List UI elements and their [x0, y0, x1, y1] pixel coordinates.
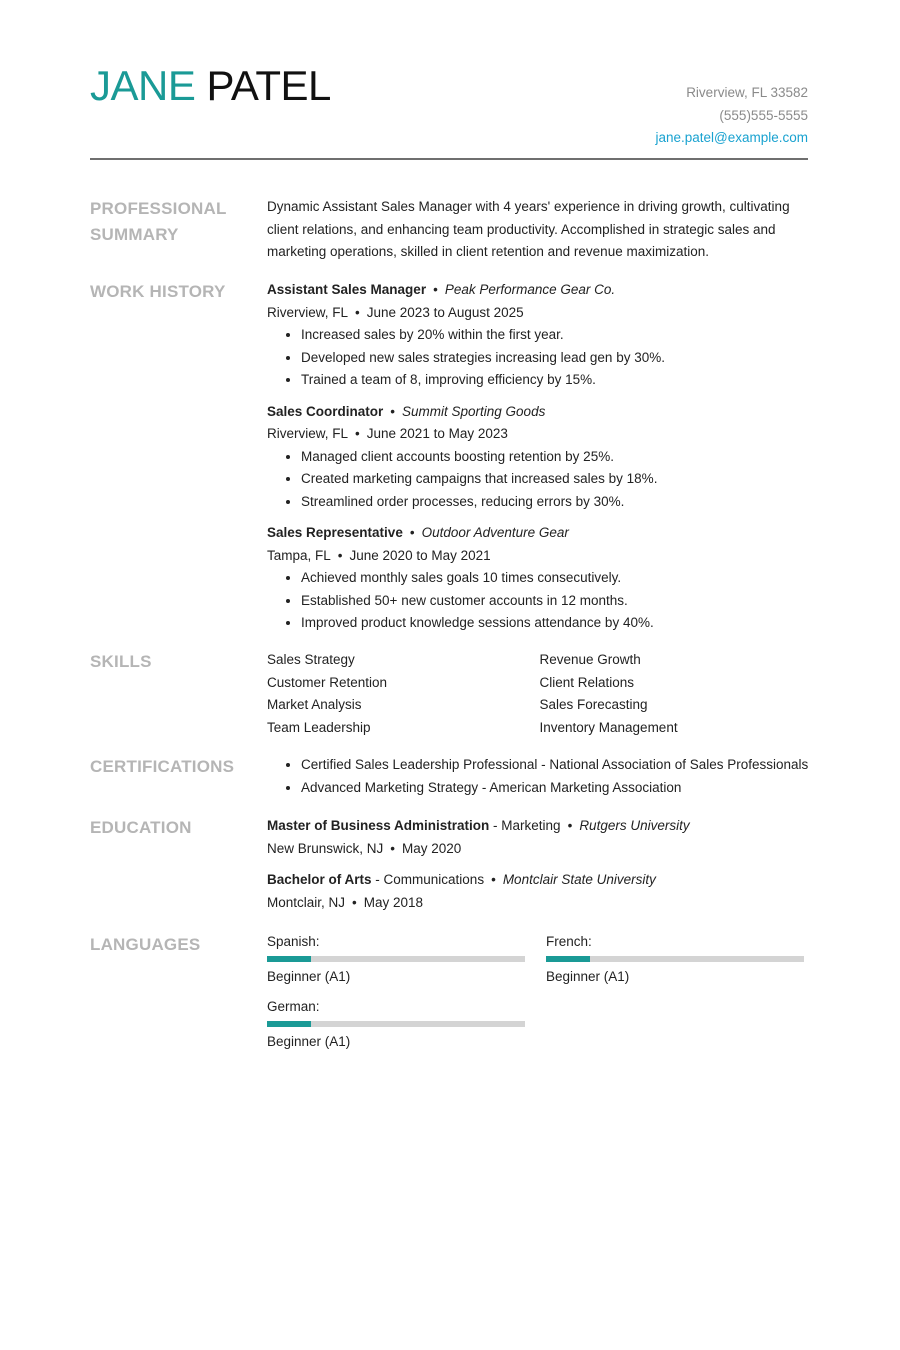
section-title-skills: SKILLS: [90, 652, 152, 671]
job-role: Sales Representative: [267, 525, 403, 540]
skills-column-left: [267, 649, 540, 739]
education-meta: [267, 838, 812, 861]
section-title-summary: [90, 196, 240, 248]
job-bullet: • Achieved monthly sales goals 10 times consecutively.: [301, 567, 812, 590]
job-location: Riverview, FL: [267, 304, 349, 320]
education-entry: [267, 815, 812, 860]
last-name: PATEL: [206, 62, 331, 109]
proficiency-level: Beginner (A1): [267, 969, 351, 984]
job-location: Riverview, FL: [267, 426, 349, 441]
skills-column-right: [540, 649, 813, 739]
skill-item: Customer Retention: [267, 674, 388, 690]
languages-body: [267, 932, 812, 1062]
proficiency-level: Beginner (A1): [546, 969, 630, 984]
section-title-certifications: CERTIFICATIONS: [90, 757, 235, 776]
section-title-line: PROFESSIONAL: [90, 199, 227, 218]
work-history-section: [90, 279, 808, 639]
summary-text: Dynamic Assistant Sales Manager with 4 years' experience in driving growth, cultivating client relations, and enhancing team productivity. Accomplished in strategic sales and marketing operations, skilled in client retention and revenue maximization.: [267, 199, 790, 259]
proficiency-fill: [267, 1021, 311, 1027]
certification-item: • Advanced Marketing Strategy - American Marketing Association: [301, 777, 827, 800]
language-entry: [267, 997, 525, 1054]
email-link[interactable]: jane.patel@example.com: [655, 130, 808, 145]
graduation-date: May 2018: [363, 894, 424, 910]
job-dates: June 2020 to May 2021: [349, 547, 491, 563]
separator-dot: •: [491, 872, 496, 887]
job-entry: [267, 279, 812, 392]
phone: (555)555-5555: [719, 107, 808, 123]
field: - Communications: [371, 872, 485, 887]
section-title-languages: LANGUAGES: [90, 935, 201, 954]
separator-dot: •: [409, 525, 415, 540]
section-title-work-history: WORK HISTORY: [90, 282, 226, 301]
education-entry: [267, 869, 812, 914]
job-role: Sales Coordinator: [267, 403, 384, 419]
job-meta: [267, 423, 812, 446]
job-bullet: • Increased sales by 20% within the first year.: [301, 324, 812, 347]
job-bullet: • Improved product knowledge sessions attendance by 40%.: [301, 612, 812, 635]
certification-list: [267, 754, 827, 799]
skill-item: Team Leadership: [267, 719, 371, 735]
job-location: Tampa, FL: [267, 547, 331, 563]
job-heading: [267, 401, 812, 424]
education-body: [267, 815, 812, 923]
address: Riverview, FL 33582: [686, 85, 808, 100]
work-history-body: [267, 279, 812, 644]
graduation-date: May 2020: [402, 840, 462, 856]
skill-item: Sales Strategy: [267, 652, 355, 667]
job-company: Peak Performance Gear Co.: [444, 282, 616, 297]
job-bullet: • Managed client accounts boosting retention by 25%.: [301, 446, 812, 469]
job-company: Summit Sporting Goods: [402, 403, 546, 419]
language-name: German:: [267, 999, 320, 1014]
section-title-line: SUMMARY: [90, 225, 179, 244]
job-bullets: [267, 324, 812, 392]
job-entry: [267, 401, 812, 514]
job-role: Assistant Sales Manager: [267, 282, 427, 297]
language-entry: [267, 932, 525, 989]
education-heading: [267, 869, 812, 892]
separator-dot: •: [355, 426, 360, 441]
school: Rutgers University: [579, 818, 690, 833]
school-location: New Brunswick, NJ: [267, 840, 384, 856]
job-bullet: • Created marketing campaigns that increased sales by 18%.: [301, 468, 812, 491]
skill-item: Sales Forecasting: [539, 697, 648, 712]
job-heading: [267, 522, 812, 545]
certifications-section: [90, 754, 808, 804]
job-bullet: • Established 50+ new customer accounts in 12 months.: [301, 590, 812, 613]
proficiency-fill: [267, 956, 311, 962]
skills-section: [90, 649, 808, 744]
separator-dot: •: [390, 403, 396, 419]
separator-dot: •: [352, 894, 357, 910]
skill-item: Inventory Management: [539, 719, 678, 735]
job-meta: [267, 545, 812, 568]
job-heading: [267, 279, 812, 302]
education-heading: [267, 815, 812, 838]
section-title-education: EDUCATION: [90, 818, 192, 837]
skills-grid: [267, 649, 812, 739]
skill-item: Client Relations: [539, 674, 635, 690]
separator-dot: •: [390, 840, 396, 856]
proficiency-bar: [546, 956, 804, 962]
job-company: Outdoor Adventure Gear: [421, 525, 569, 540]
contact-info: [655, 82, 808, 150]
proficiency-bar: [267, 956, 525, 962]
skill-item: Revenue Growth: [539, 652, 641, 667]
certifications-body: [267, 754, 827, 799]
job-bullets: [267, 446, 812, 514]
degree: Master of Business Administration: [267, 818, 490, 833]
job-dates: June 2023 to August 2025: [366, 304, 524, 320]
school: Montclair State University: [502, 872, 656, 887]
job-bullet: • Developed new sales strategies increasing lead gen by 30%.: [301, 347, 812, 370]
first-name: JANE: [90, 62, 196, 109]
language-name: Spanish:: [267, 934, 320, 949]
language-name: French:: [546, 934, 592, 949]
degree: Bachelor of Arts: [267, 872, 372, 887]
separator-dot: •: [567, 818, 573, 833]
job-bullets: [267, 567, 812, 635]
job-bullet: • Streamlined order processes, reducing errors by 30%.: [301, 491, 812, 514]
separator-dot: •: [433, 282, 438, 297]
education-section: [90, 815, 808, 920]
summary-section: [90, 196, 808, 266]
job-dates: June 2021 to May 2023: [366, 426, 508, 441]
school-location: Montclair, NJ: [267, 894, 346, 910]
header-divider: [90, 158, 808, 160]
skill-item: Market Analysis: [267, 697, 362, 712]
job-bullet: • Trained a team of 8, improving efficiency by 15%.: [301, 369, 812, 392]
certification-item: • Certified Sales Leadership Professional - National Association of Sales Professionals: [301, 754, 827, 777]
languages-section: [90, 932, 808, 1062]
proficiency-bar: [267, 1021, 525, 1027]
proficiency-level: Beginner (A1): [267, 1034, 351, 1049]
job-entry: [267, 522, 812, 635]
field: - Marketing: [489, 818, 561, 833]
candidate-name: [90, 62, 331, 110]
proficiency-fill: [546, 956, 590, 962]
separator-dot: •: [355, 304, 360, 320]
education-meta: [267, 892, 812, 915]
job-meta: [267, 302, 812, 325]
language-entry: [546, 932, 804, 989]
separator-dot: •: [337, 547, 343, 563]
